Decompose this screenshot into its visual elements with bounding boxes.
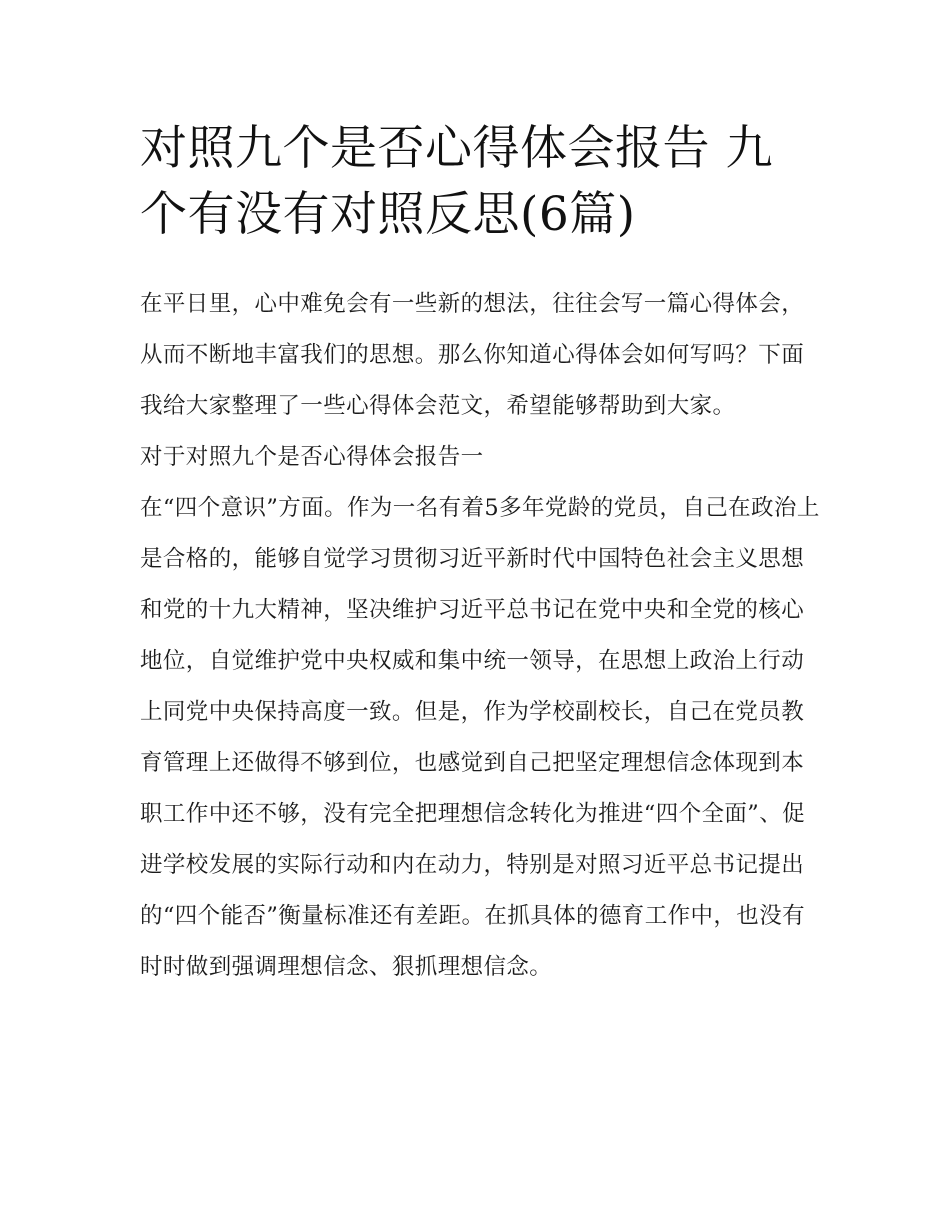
section-heading: 对于对照九个是否心得体会报告一 xyxy=(140,444,484,470)
intro-paragraph: 在平日里，心中难免会有一些新的想法，往往会写一篇心得体会，从而不断地丰富我们的思想。那么你知道心得体会如何写吗？下面我给大家整理了一些心得体会范文，希望能够帮助到大家。 xyxy=(140,291,805,419)
section-body-paragraph: 在“四个意识”方面。作为一名有着5多年党龄的党员，自己在政治上是合格的，能够自觉学习贯彻习近平新时代中国特色社会主义思想和党的十九大精神，坚决维护习近平总书记在党中央和全党的核心地位，自觉维护党中央权威和集中统一领导，在思想上政治上行动上同党中央保持高度一致。但是，作为学校副校长，自己在党员教育管理上还做得不够到位，也感觉到自己把坚定理想信念体现到本职工作中还不够，没有完全把理想信念转化为推进“四个全面”、促进学校发展的实际行动和内在动力，特别是对照习近平总书记提出的“四个能否”衡量标准还有差距。在抓具体的德育工作中，也没有时时做到强调理想信念、狠抓理想信念。 xyxy=(140,495,820,980)
document-title: 对照九个是否心得体会报告 九个有没有对照反思(6篇) xyxy=(140,121,773,242)
document-body xyxy=(140,279,820,993)
